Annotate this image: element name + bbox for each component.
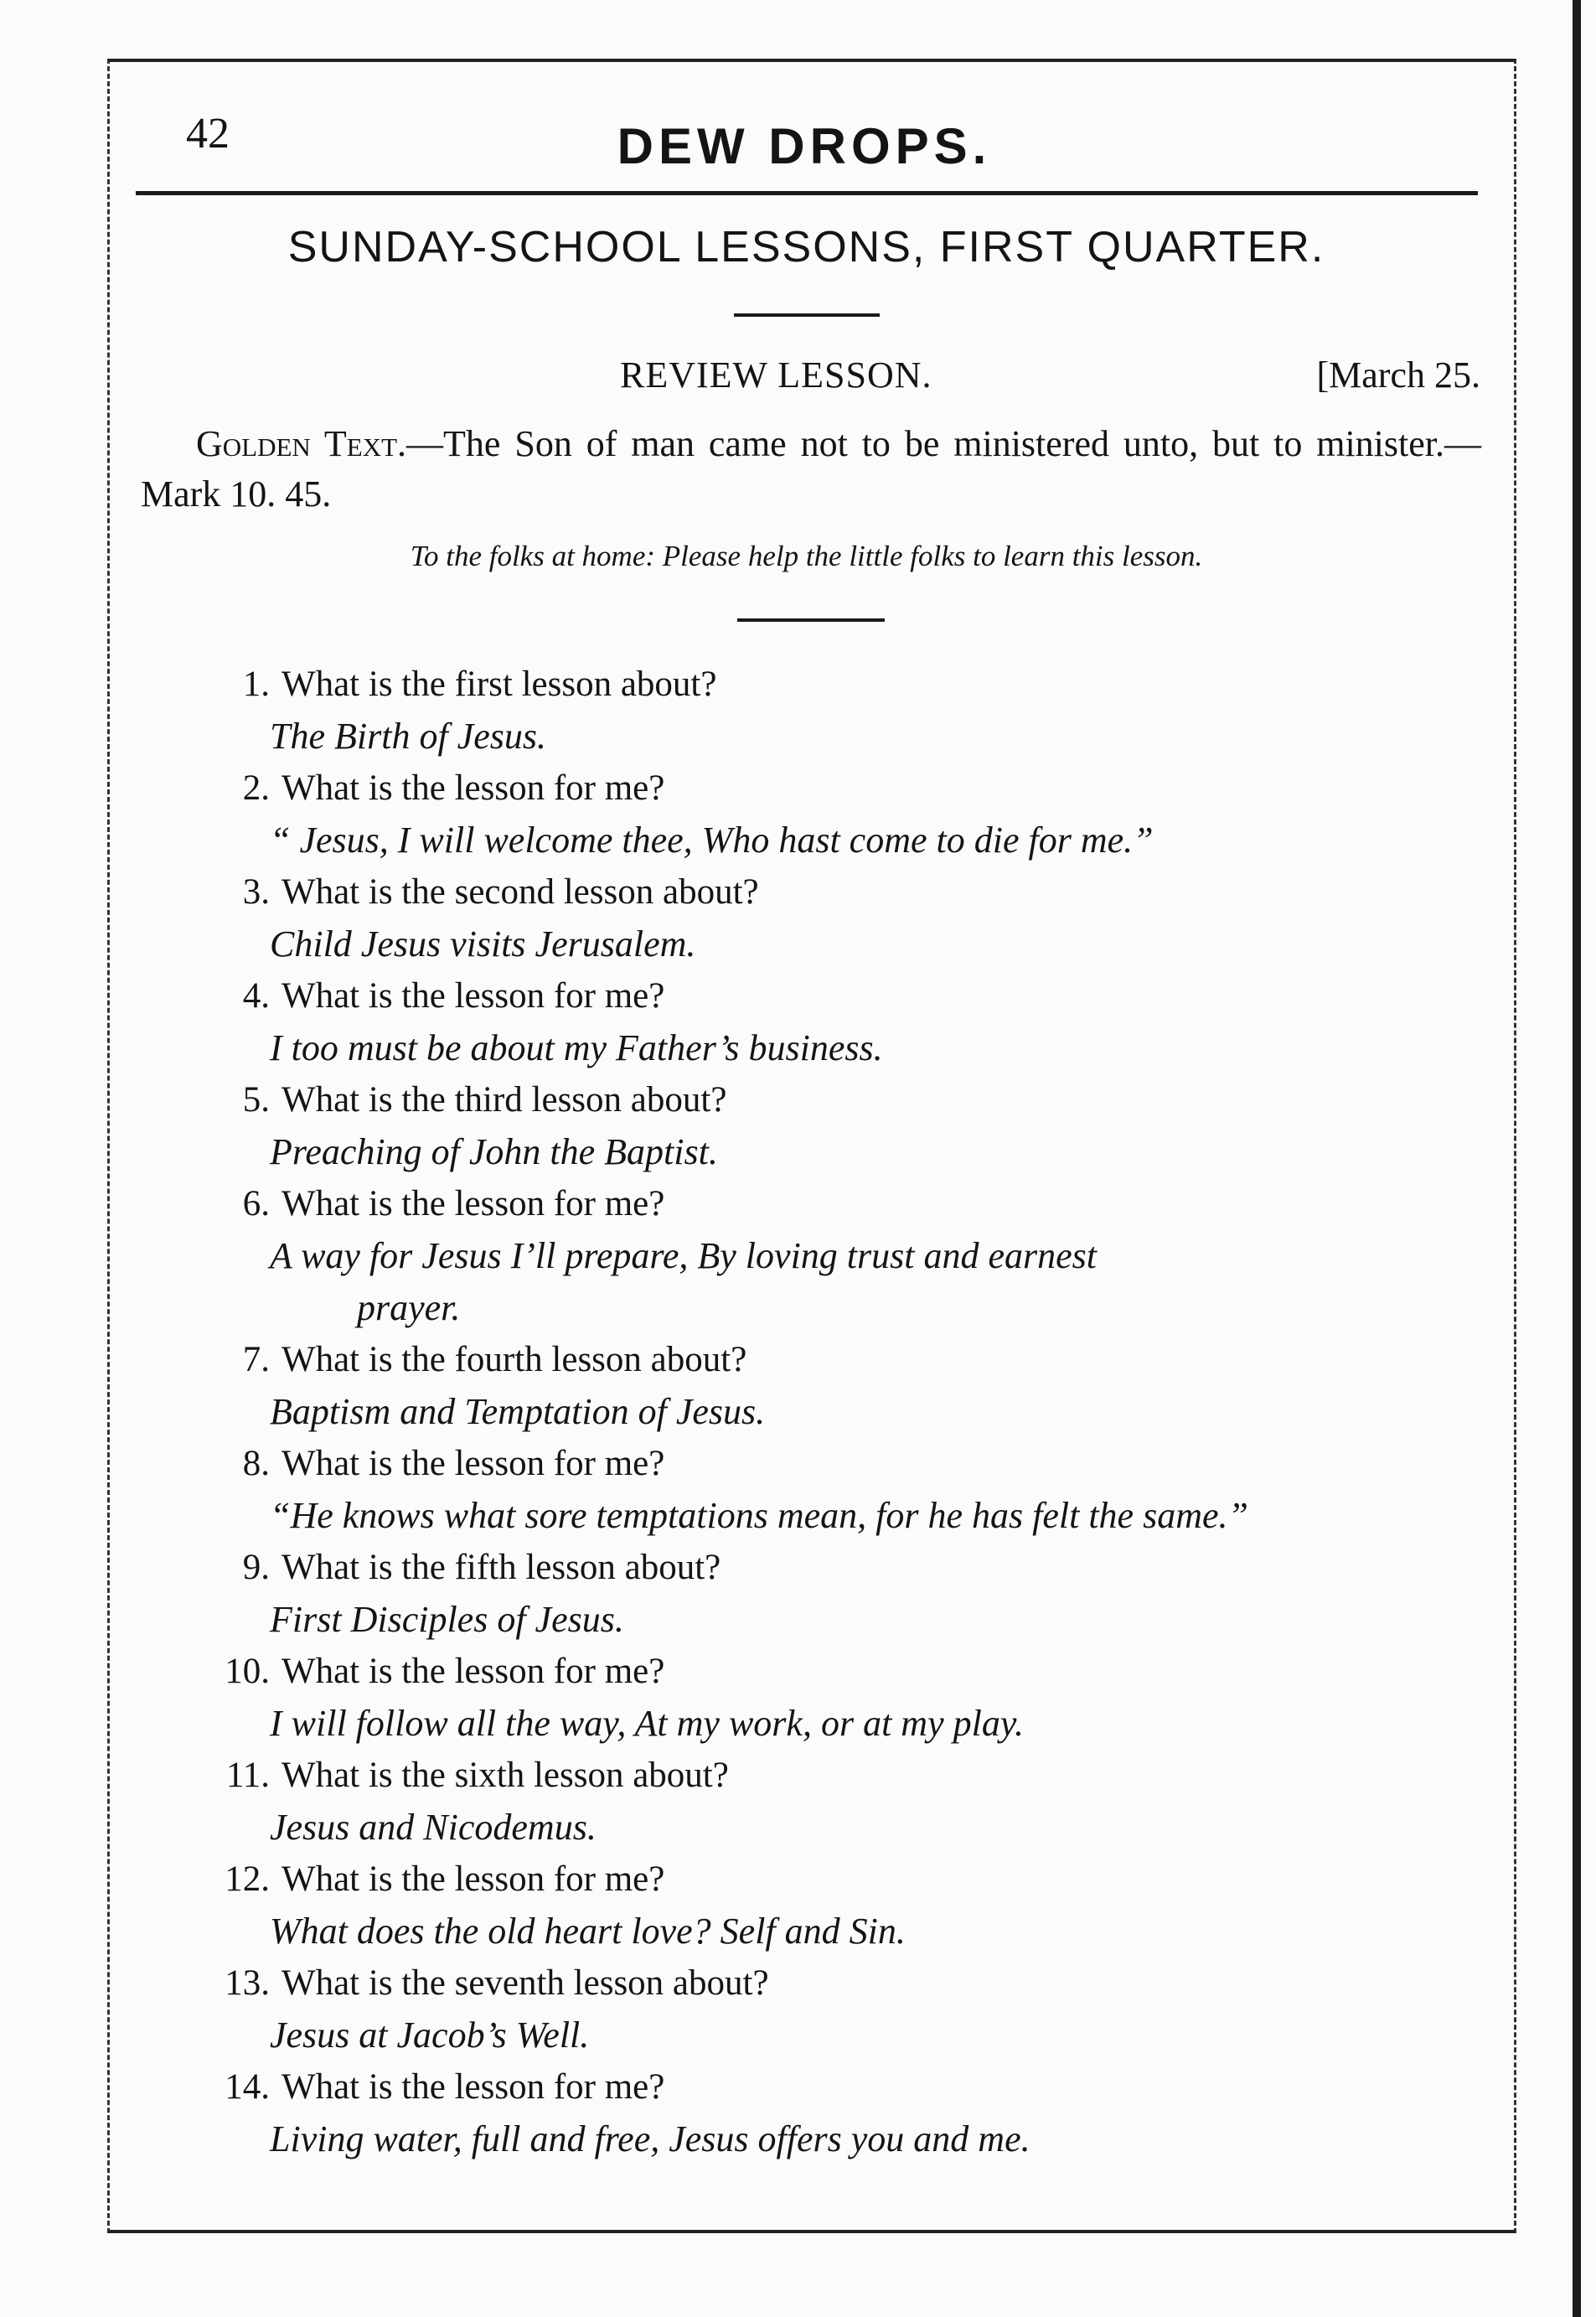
- answer-text: Baptism and Temptation of Jesus.: [270, 1391, 766, 1432]
- question: [193, 1854, 1491, 1906]
- answer: [193, 711, 1464, 763]
- answer-text: Jesus and Nicodemus.: [270, 1807, 597, 1848]
- list-item: [193, 1178, 1491, 1334]
- question-text: What is the fourth lesson about?: [281, 1340, 747, 1379]
- question: [193, 659, 1491, 711]
- list-item: [193, 1958, 1491, 2061]
- scan-edge-bar: [1573, 0, 1581, 2317]
- question: [193, 1542, 1491, 1594]
- answer: [193, 1802, 1464, 1854]
- question-number: 11.: [225, 1756, 270, 1795]
- list-item: [193, 970, 1491, 1074]
- list-item: [193, 1854, 1491, 1958]
- question-text: What is the lesson for me?: [281, 1444, 665, 1483]
- answer: [193, 815, 1464, 866]
- question-number: 4.: [242, 976, 270, 1016]
- divider-rule: [737, 618, 885, 622]
- lesson-heading: REVIEW LESSON.: [620, 354, 932, 396]
- answer-text: Child Jesus visits Jerusalem.: [270, 923, 696, 965]
- question: [193, 970, 1491, 1022]
- question-number: 5.: [242, 1080, 270, 1120]
- question: [193, 1438, 1491, 1490]
- answer: [193, 1698, 1464, 1750]
- lesson-date: [March 25.: [1316, 354, 1480, 396]
- question-number: 6.: [242, 1184, 270, 1223]
- question: [193, 2061, 1491, 2113]
- answer-text: I will follow all the way, At my work, or at my play.: [270, 1703, 1024, 1744]
- answer: [193, 1022, 1464, 1074]
- list-item: [193, 1334, 1491, 1438]
- answer: [193, 1126, 1464, 1178]
- page-number: 42: [186, 110, 230, 158]
- golden-text: [141, 419, 1481, 520]
- answer: [193, 918, 1464, 970]
- list-item: [193, 2061, 1491, 2165]
- question-number: 7.: [242, 1340, 270, 1379]
- answer: [193, 1490, 1464, 1542]
- question-number: 14.: [225, 2067, 270, 2107]
- answer-text: I too must be about my Father’s business.: [270, 1027, 883, 1068]
- answer-text: What does the old heart love? Self and Sin.: [270, 1911, 906, 1952]
- golden-text-label: Golden Text.: [196, 423, 407, 464]
- question-text: What is the lesson for me?: [281, 976, 665, 1016]
- question-number: 9.: [242, 1548, 270, 1587]
- question-text: What is the lesson for me?: [281, 1859, 665, 1899]
- question-text: What is the fifth lesson about?: [281, 1548, 721, 1587]
- question: [193, 1646, 1491, 1698]
- question-number: 1.: [242, 665, 270, 704]
- list-item: [193, 1750, 1491, 1854]
- answer: [193, 1594, 1464, 1646]
- question-number: 3.: [242, 872, 270, 912]
- question-text: What is the lesson for me?: [281, 1184, 665, 1223]
- list-item: [193, 1542, 1491, 1646]
- answer-text: Preaching of John the Baptist.: [270, 1131, 718, 1172]
- answer-text: Living water, full and free, Jesus offers you and me.: [270, 2118, 1030, 2159]
- question: [193, 1334, 1491, 1386]
- header-rule: [136, 191, 1478, 195]
- answer-text: Jesus at Jacob’s Well.: [270, 2014, 590, 2056]
- home-note: To the folks at home: Please help the little folks to learn this lesson.: [410, 540, 1203, 572]
- answer: [193, 1386, 1464, 1438]
- list-item: [193, 1646, 1491, 1750]
- question-text: What is the lesson for me?: [281, 1652, 665, 1691]
- answer: [193, 2009, 1464, 2061]
- question-text: What is the seventh lesson about?: [281, 1963, 769, 2003]
- question: [193, 1074, 1491, 1126]
- question: [193, 1178, 1491, 1230]
- question-text: What is the first lesson about?: [281, 665, 717, 704]
- question: [193, 866, 1491, 918]
- list-item: [193, 659, 1491, 763]
- answer: [193, 1230, 1464, 1334]
- question-text: What is the lesson for me?: [281, 768, 665, 808]
- answer-text: A way for Jesus I’ll prepare, By loving trust and earnest: [270, 1235, 1098, 1276]
- question: [193, 1750, 1491, 1802]
- answer-continuation: prayer.: [357, 1287, 461, 1328]
- lesson-list: [193, 659, 1491, 2165]
- running-title: DEW DROPS.: [617, 118, 992, 174]
- golden-text-body: —The Son of man came not to be ministered unto, but to minister.—Mark 10. 45.: [141, 423, 1481, 515]
- question-number: 2.: [242, 768, 270, 808]
- question-text: What is the lesson for me?: [281, 2067, 665, 2107]
- question: [193, 1958, 1491, 2009]
- answer: [193, 1906, 1464, 1958]
- question-number: 12.: [225, 1859, 270, 1899]
- divider-rule: [734, 313, 880, 317]
- answer-text: “He knows what sore temptations mean, for he has felt the same.”: [270, 1495, 1248, 1536]
- answer-text: First Disciples of Jesus.: [270, 1599, 624, 1640]
- list-item: [193, 1438, 1491, 1542]
- answer: [193, 2113, 1464, 2165]
- answer-text: “ Jesus, I will welcome thee, Who hast come to die for me.”: [270, 820, 1154, 861]
- question-text: What is the second lesson about?: [281, 872, 759, 912]
- list-item: [193, 1074, 1491, 1178]
- question-text: What is the sixth lesson about?: [281, 1756, 729, 1795]
- list-item: [193, 866, 1491, 970]
- question-text: What is the third lesson about?: [281, 1080, 727, 1120]
- section-title: SUNDAY-SCHOOL LESSONS, FIRST QUARTER.: [287, 223, 1325, 272]
- question-number: 8.: [242, 1444, 270, 1483]
- question: [193, 763, 1491, 815]
- question-number: 13.: [225, 1963, 270, 2003]
- list-item: [193, 763, 1491, 866]
- answer-text: The Birth of Jesus.: [270, 716, 546, 757]
- question-number: 10.: [225, 1652, 270, 1691]
